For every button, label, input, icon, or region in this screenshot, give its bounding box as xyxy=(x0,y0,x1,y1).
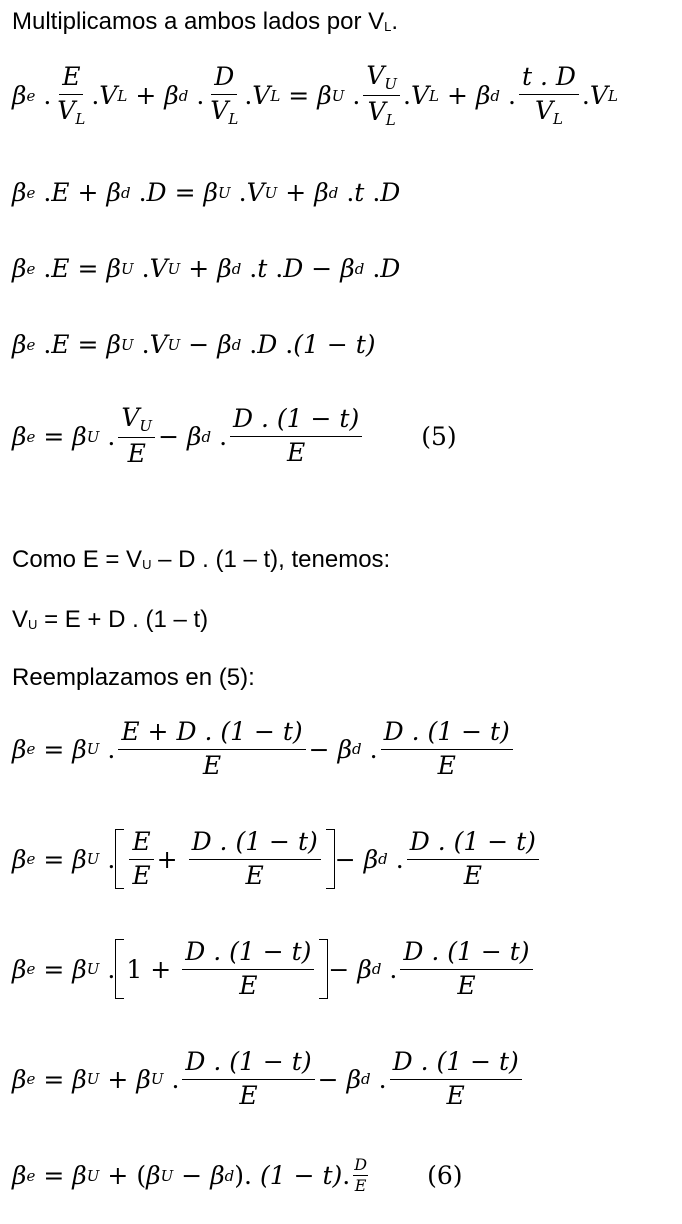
vu-text: $V_U = E + D$ . (1 – t) xyxy=(12,606,209,633)
intro-text: Multiplicamos a ambos lados por $V_L$. xyxy=(12,8,399,35)
right-bracket xyxy=(326,829,335,889)
left-bracket xyxy=(115,939,124,999)
equation-9: β e = β U + β U . $\frac{D . (1 - t)}{E}$ − β d . $\frac{D . (1 - t)}{E}$ xyxy=(12,1048,525,1111)
equation-6: β e = β U . $\frac{E + D . (1 - t)}{E}$ − β d . $\frac{D . (1 - t)}{E}$ xyxy=(12,718,516,781)
reemplazamos-text: Reemplazamos en (5): xyxy=(12,664,255,691)
como-text: Como $E = V_U - D$ . (1 – t), tenemos: xyxy=(12,546,391,573)
left-bracket xyxy=(115,829,124,889)
equation-4: β e . E = β U . V U − β d . D . (1 − t) xyxy=(12,330,376,359)
right-bracket xyxy=(319,939,328,999)
equation-5: β e = β U . $\frac{V_U}{E}$ − β d . $\frac{D . (1 - t)}{E}$ (5) xyxy=(12,403,457,469)
equation-2: β e . E + β d . D = β U . V U + β d . t . D xyxy=(12,178,401,207)
equation-10: β e = β U + ( β U − β d ) . (1 − t) . $\frac{D}{E}$ (6) xyxy=(12,1155,463,1196)
equation-8: β e = β U . 1 + $\frac{D . (1 - t)}{E}$ − β d . $\frac{D . (1 - t)}{E}$ xyxy=(12,938,536,1001)
equation-7: β e = β U . $\frac{E}{E}$ + $\frac{D . (1 - t)}{E}$ − β d . $\frac{D . (1 - t)}{E}$ xyxy=(12,828,542,891)
equation-1: β e . $\frac{E}{V_L}$ . V L + β d . $\frac{D}{V_L}$ . V L = β U . $\frac{V_U}{V_L}$ . V L + β d . $\frac{t . D}{V_L}$ . V L xyxy=(12,61,618,130)
equation-3: β e . E = β U . V U + β d . t . D − β d . D xyxy=(12,254,401,283)
equation-label-6: (6) xyxy=(427,1161,463,1191)
equation-label-5: (5) xyxy=(421,422,457,451)
